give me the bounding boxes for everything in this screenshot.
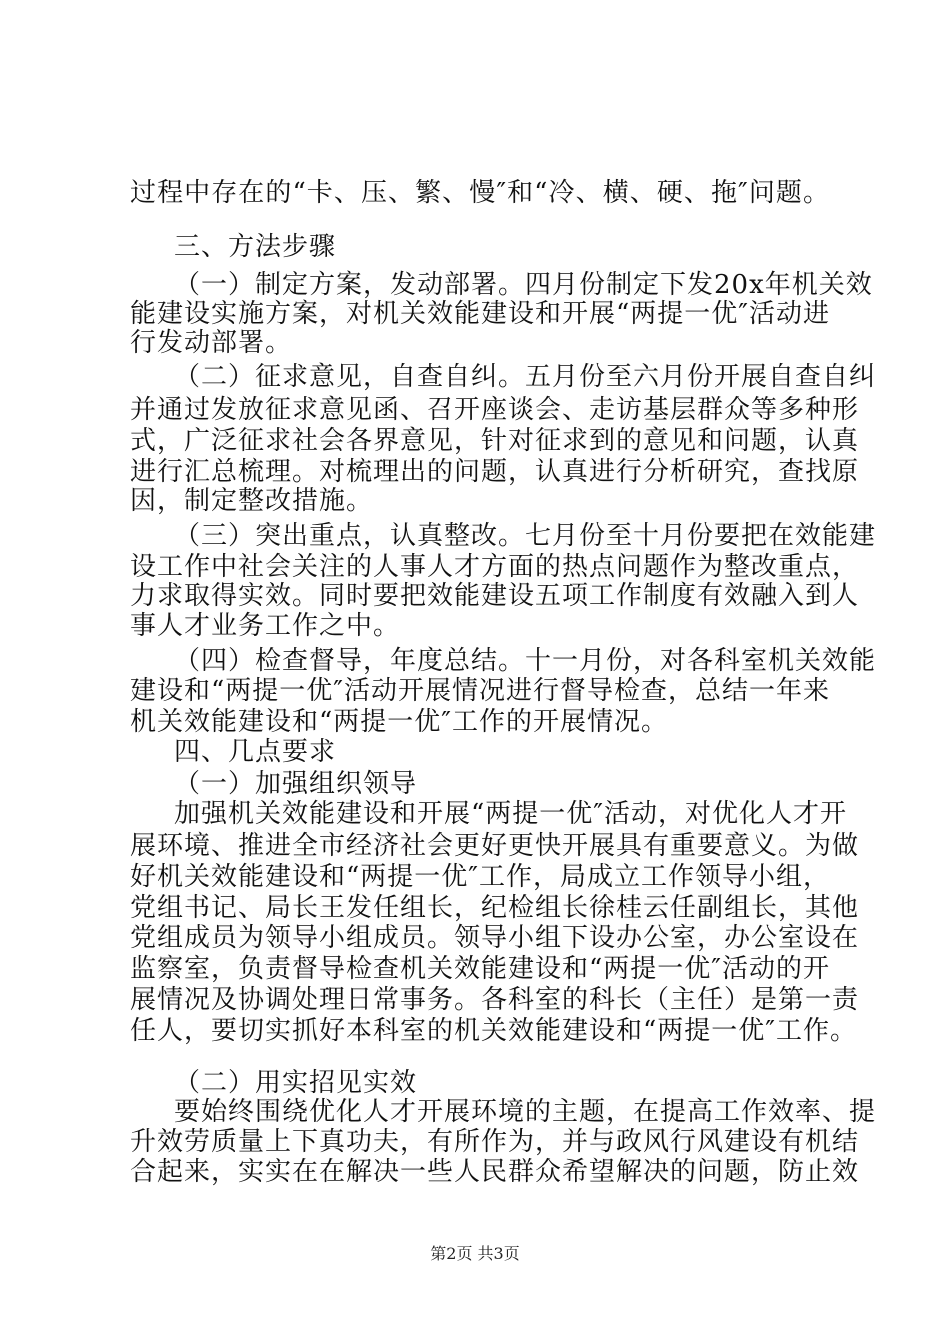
section-heading: 四、几点要求 [174, 737, 337, 767]
text-line: 升效劳质量上下真功夫，有所作为，并与政风行风建设有机结 [130, 1127, 860, 1157]
text-line: 加强机关效能建设和开展“两提一优″活动，对优化人才开 [174, 799, 848, 829]
section-heading: 三、方法步骤 [174, 232, 337, 262]
subsection-heading: （二）用实招见实效 [174, 1068, 418, 1098]
text-line: 党组书记、局长王发任组长，纪检组长徐桂云任副组长，其他 [130, 893, 860, 923]
text-line: 过程中存在的“卡、压、繁、慢″和“冷、横、硬、拖″问题。 [130, 178, 830, 208]
text-line: 好机关效能建设和“两提一优″工作，局成立工作领导小组， [130, 862, 831, 892]
text-line: （一）制定方案，发动部署。四月份制定下发20x年机关效 [174, 270, 873, 300]
text-line: 建设和“两提一优″活动开展情况进行督导检查，总结一年来 [130, 676, 831, 706]
subsection-heading: （一）加强组织领导 [174, 769, 418, 799]
text-line: 力求取得实效。同时要把效能建设五项工作制度有效融入到人 [130, 581, 860, 611]
text-line: （四）检查督导，年度总结。十一月份，对各科室机关效能 [174, 646, 877, 676]
text-line: （三）突出重点，认真整改。七月份至十月份要把在效能建 [174, 521, 877, 551]
text-line: 行发动部署。 [130, 328, 293, 358]
text-line: 党组成员为领导小组成员。领导小组下设办公室，办公室设在 [130, 923, 860, 953]
text-line: 式，广泛征求社会各界意见，针对征求到的意见和问题，认真 [130, 426, 860, 456]
text-line: 因，制定整改措施。 [130, 486, 374, 516]
page-footer: 第2页 共3页 [430, 1244, 520, 1263]
text-line: 监察室，负责督导检查机关效能建设和“两提一优″活动的开 [130, 954, 831, 984]
text-line: 进行汇总梳理。对梳理出的问题，认真进行分析研究，查找原 [130, 457, 860, 487]
text-line: 合起来，实实在在解决一些人民群众希望解决的问题，防止效 [130, 1157, 860, 1187]
text-line: 展环境、推进全市经济社会更好更快开展具有重要意义。为做 [130, 831, 860, 861]
text-line: 设工作中社会关注的人事人才方面的热点问题作为整改重点， [130, 552, 860, 582]
text-line: 能建设实施方案，对机关效能建设和开展“两提一优″活动进 [130, 299, 831, 329]
text-line: 任人，要切实抓好本科室的机关效能建设和“两提一优″工作。 [130, 1016, 858, 1046]
text-line: 并通过发放征求意见函、召开座谈会、走访基层群众等多种形 [130, 395, 860, 425]
text-line: （二）征求意见，自查自纠。五月份至六月份开展自查自纠 [174, 362, 877, 392]
text-line: 事人才业务工作之中。 [130, 611, 401, 641]
text-line: 机关效能建设和“两提一优″工作的开展情况。 [130, 707, 669, 737]
text-line: 展情况及协调处理日常事务。各科室的科长（主任）是第一责 [130, 985, 860, 1015]
text-line: 要始终围绕优化人才开展环境的主题，在提高工作效率、提 [174, 1097, 877, 1127]
